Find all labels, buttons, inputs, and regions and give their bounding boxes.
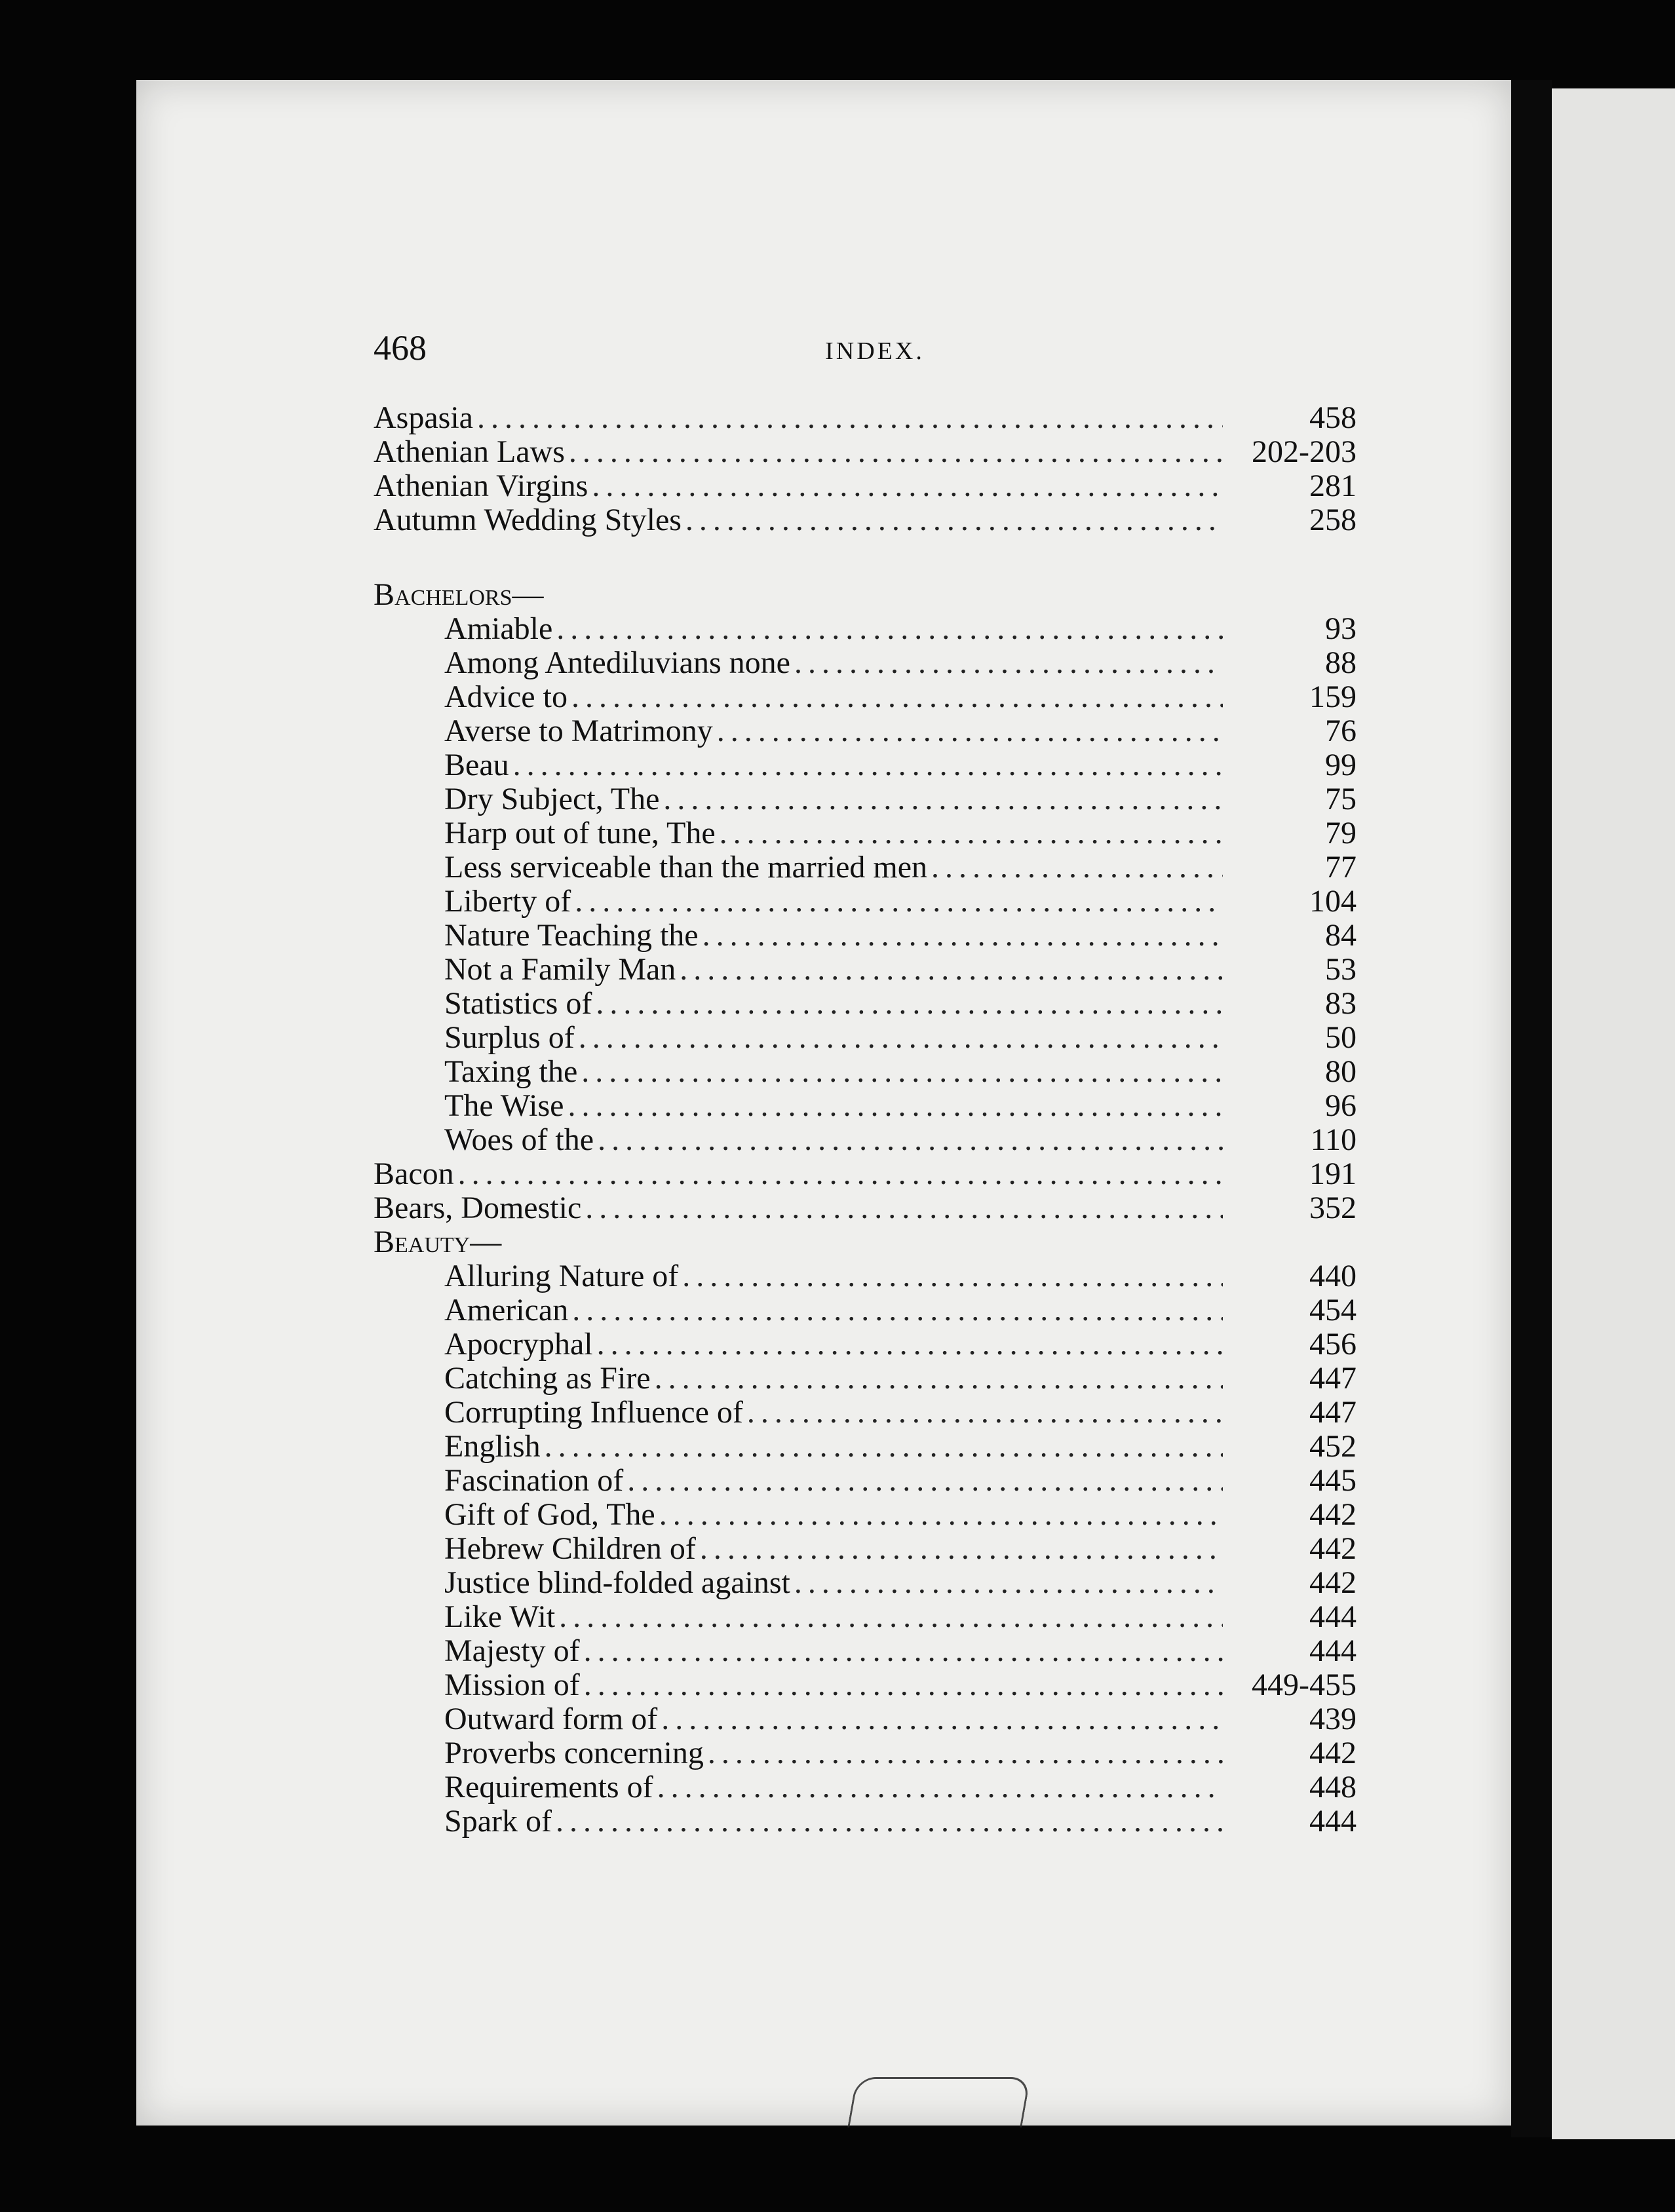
index-entry	[374, 1600, 1357, 1634]
entry-pages: 442	[1309, 1736, 1357, 1770]
entry-pages: 440	[1309, 1259, 1357, 1293]
index-entry	[374, 885, 1357, 919]
entry-term: Dry Subject, The	[444, 782, 660, 816]
entry-term: Harp out of tune, The	[444, 816, 716, 850]
dot-leader	[747, 1396, 1223, 1430]
dot-leader	[477, 401, 1223, 435]
index-entry	[374, 1055, 1357, 1089]
dot-leader	[659, 1498, 1223, 1532]
index-entry	[374, 1430, 1357, 1464]
index-entry	[374, 1804, 1357, 1839]
section-gap	[374, 537, 1357, 578]
entry-term: Mission of	[444, 1668, 580, 1702]
dot-leader	[627, 1464, 1223, 1498]
dot-leader	[592, 469, 1223, 503]
index-entry	[374, 748, 1357, 782]
entry-pages: 452	[1309, 1429, 1357, 1464]
entry-term: American	[444, 1293, 569, 1327]
entry-term: Athenian Virgins	[374, 468, 588, 503]
index-entry	[374, 919, 1357, 953]
index-entry	[374, 1191, 1357, 1225]
index-entry	[374, 1327, 1357, 1362]
entry-pages: 458	[1309, 400, 1357, 435]
dot-leader	[685, 503, 1223, 537]
entry-term: Apocryphal	[444, 1327, 593, 1362]
dot-leader	[682, 1259, 1223, 1293]
index-group-b	[374, 1157, 1357, 1225]
index-group-bachelors	[374, 612, 1357, 1157]
dot-leader	[458, 1157, 1223, 1191]
entry-term: Catching as Fire	[444, 1361, 651, 1396]
entry-pages: 449-455	[1252, 1668, 1357, 1702]
entry-pages: 442	[1309, 1531, 1357, 1566]
entry-term: Hebrew Children of	[444, 1531, 696, 1566]
index-entry	[374, 953, 1357, 987]
dot-leader	[794, 1566, 1223, 1600]
dot-leader	[585, 1191, 1223, 1225]
index-entry	[374, 1566, 1357, 1600]
dot-leader	[597, 1327, 1223, 1362]
entry-term: Requirements of	[444, 1770, 653, 1804]
entry-pages: 445	[1309, 1463, 1357, 1498]
index-heading-bachelors: Bachelors—	[374, 577, 544, 612]
dot-leader	[556, 1804, 1223, 1839]
dot-leader	[663, 782, 1223, 816]
index-entry	[374, 1736, 1357, 1770]
dot-leader	[584, 1668, 1223, 1702]
entry-term: Outward form of	[444, 1702, 658, 1736]
entry-term: Gift of God, The	[444, 1497, 655, 1532]
entry-term: Less serviceable than the married men	[444, 850, 928, 885]
entry-pages: 84	[1325, 918, 1357, 953]
index-entry	[374, 1089, 1357, 1123]
index-entry	[374, 612, 1357, 646]
entry-pages: 456	[1309, 1327, 1357, 1362]
dot-leader	[708, 1736, 1223, 1770]
entry-pages: 191	[1309, 1156, 1357, 1191]
entry-pages: 77	[1325, 850, 1357, 885]
index-list	[374, 401, 1357, 1839]
index-entry	[374, 401, 1357, 435]
entry-term: Corrupting Influence of	[444, 1395, 743, 1430]
entry-pages: 110	[1310, 1122, 1357, 1157]
dot-leader	[717, 714, 1223, 748]
entry-pages: 88	[1325, 645, 1357, 680]
entry-pages: 99	[1325, 748, 1357, 782]
entry-term: Aspasia	[374, 400, 473, 435]
index-entry	[374, 1123, 1357, 1157]
entry-pages: 53	[1325, 952, 1357, 987]
index-entry	[374, 1362, 1357, 1396]
entry-pages: 258	[1309, 503, 1357, 537]
dot-leader	[513, 748, 1223, 782]
entry-term: Averse to Matrimony	[444, 714, 713, 748]
entry-pages: 454	[1309, 1293, 1357, 1327]
entry-pages: 202-203	[1252, 434, 1357, 469]
entry-pages: 80	[1325, 1054, 1357, 1089]
index-entry	[374, 1770, 1357, 1804]
entry-term: Taxing the	[444, 1054, 578, 1089]
dot-leader	[575, 885, 1223, 919]
entry-pages: 96	[1325, 1088, 1357, 1123]
index-entry	[374, 1021, 1357, 1055]
index-entry	[374, 1532, 1357, 1566]
index-entry	[374, 646, 1357, 680]
entry-pages: 447	[1309, 1395, 1357, 1430]
dot-leader	[584, 1634, 1223, 1668]
index-group-beauty	[374, 1259, 1357, 1839]
dot-leader	[931, 850, 1223, 885]
dot-leader	[579, 1021, 1223, 1055]
dot-leader	[700, 1532, 1223, 1566]
index-entry	[374, 1396, 1357, 1430]
entry-pages: 442	[1309, 1565, 1357, 1600]
entry-term: Fascination of	[444, 1463, 624, 1498]
entry-pages: 83	[1325, 986, 1357, 1021]
index-entry	[374, 435, 1357, 469]
entry-term: Proverbs concerning	[444, 1736, 704, 1770]
entry-term: Majesty of	[444, 1633, 580, 1668]
index-entry	[374, 1293, 1357, 1327]
entry-term: Not a Family Man	[444, 952, 676, 987]
index-entry	[374, 680, 1357, 714]
entry-pages: 447	[1309, 1361, 1357, 1396]
entry-term: Woes of the	[444, 1122, 594, 1157]
entry-term: Amiable	[444, 611, 553, 646]
index-entry	[374, 1702, 1357, 1736]
dot-leader	[559, 1600, 1223, 1634]
running-head: INDEX.	[825, 337, 925, 365]
entry-pages: 75	[1325, 782, 1357, 816]
entry-term: Surplus of	[444, 1020, 575, 1055]
entry-term: Athenian Laws	[374, 434, 565, 469]
entry-term: Like Wit	[444, 1599, 556, 1634]
index-entry	[374, 782, 1357, 816]
entry-term: Justice blind-folded against	[444, 1565, 790, 1600]
index-entry	[374, 1464, 1357, 1498]
dot-leader	[598, 1123, 1223, 1157]
dot-leader	[569, 435, 1223, 469]
entry-term: Advice to	[444, 679, 568, 714]
entry-term: Beau	[444, 748, 509, 782]
index-entry	[374, 1259, 1357, 1293]
dot-leader	[545, 1430, 1223, 1464]
entry-pages: 444	[1309, 1599, 1357, 1634]
entry-pages: 448	[1309, 1770, 1357, 1804]
entry-term: The Wise	[444, 1088, 564, 1123]
page-header	[374, 328, 1376, 380]
facing-page-edge	[1552, 88, 1675, 2139]
index-entry	[374, 1157, 1357, 1191]
book-gutter	[1511, 80, 1552, 2137]
entry-pages: 281	[1309, 468, 1357, 503]
index-entry	[374, 469, 1357, 503]
entry-pages: 93	[1325, 611, 1357, 646]
entry-pages: 50	[1325, 1020, 1357, 1055]
entry-term: Bacon	[374, 1156, 454, 1191]
dot-leader	[581, 1055, 1223, 1089]
entry-pages: 444	[1309, 1633, 1357, 1668]
dot-leader	[794, 646, 1223, 680]
dot-leader	[556, 612, 1223, 646]
index-entry	[374, 850, 1357, 885]
dot-leader	[680, 953, 1223, 987]
entry-pages: 439	[1309, 1702, 1357, 1736]
dot-leader	[655, 1362, 1223, 1396]
index-entry	[374, 503, 1357, 537]
dot-leader	[568, 1089, 1223, 1123]
entry-term: Among Antediluvians none	[444, 645, 790, 680]
dot-leader	[720, 816, 1223, 850]
entry-term: Nature Teaching the	[444, 918, 699, 953]
dot-leader	[596, 987, 1223, 1021]
entry-term: Bears, Domestic	[374, 1191, 582, 1225]
entry-term: Spark of	[444, 1804, 552, 1839]
index-heading-beauty: Beauty—	[374, 1225, 502, 1259]
entry-term: Liberty of	[444, 884, 571, 919]
dot-leader	[657, 1770, 1223, 1804]
entry-pages: 442	[1309, 1497, 1357, 1532]
index-entry	[374, 816, 1357, 850]
dot-leader	[661, 1702, 1223, 1736]
entry-pages: 79	[1325, 816, 1357, 850]
tape-mark	[847, 2077, 1031, 2127]
entry-pages: 444	[1309, 1804, 1357, 1839]
entry-pages: 76	[1325, 714, 1357, 748]
dot-leader	[571, 680, 1223, 714]
entry-term: Autumn Wedding Styles	[374, 503, 682, 537]
index-entry	[374, 714, 1357, 748]
index-entry	[374, 987, 1357, 1021]
page-number: 468	[374, 328, 427, 368]
index-entry	[374, 1498, 1357, 1532]
index-entry	[374, 1668, 1357, 1702]
dot-leader	[703, 919, 1223, 953]
entry-pages: 104	[1309, 884, 1357, 919]
entry-pages: 352	[1309, 1191, 1357, 1225]
index-group-a	[374, 401, 1357, 537]
index-entry	[374, 1634, 1357, 1668]
entry-term: Alluring Nature of	[444, 1259, 679, 1293]
entry-term: English	[444, 1429, 541, 1464]
entry-pages: 159	[1309, 679, 1357, 714]
dot-leader	[572, 1293, 1223, 1327]
entry-term: Statistics of	[444, 986, 592, 1021]
